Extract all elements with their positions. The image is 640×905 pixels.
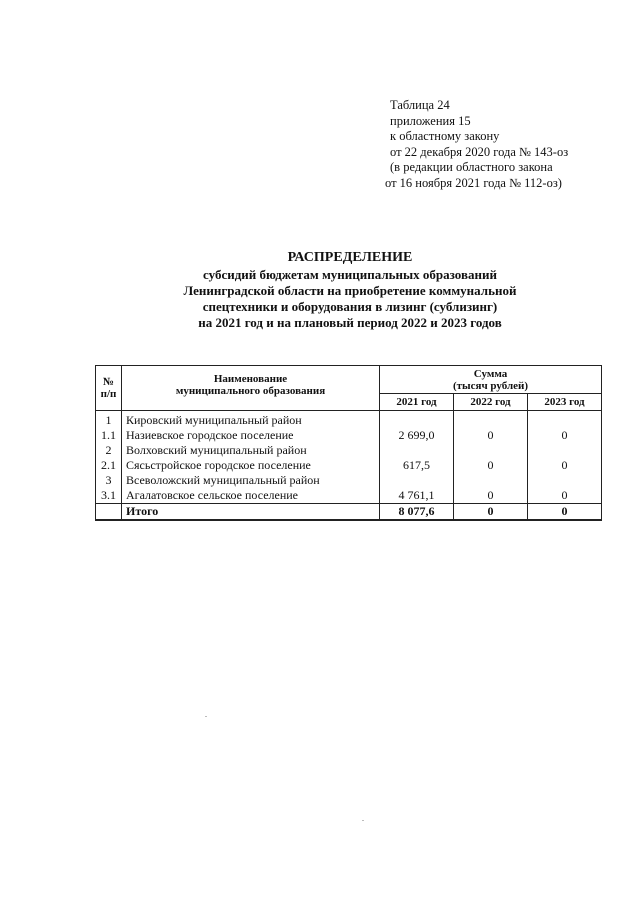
row-name: Агалатовское сельское поселение (122, 488, 380, 504)
row-value-2023: 0 (528, 458, 602, 473)
header-year-2021: 2021 год (380, 394, 454, 411)
scan-speck (205, 716, 207, 717)
appendix-reference (385, 98, 569, 191)
table-row (96, 473, 602, 488)
header-number: № п/п (96, 366, 122, 411)
table-row (96, 411, 602, 429)
row-number: 1 (96, 411, 122, 429)
appendix-line: Таблица 24 (390, 98, 450, 112)
header-year-2023: 2023 год (528, 394, 602, 411)
row-number: 2.1 (96, 458, 122, 473)
row-number: 2 (96, 443, 122, 458)
row-value-2022 (454, 411, 528, 429)
total-value-2021: 8 077,6 (380, 504, 454, 521)
row-value-2023: 0 (528, 488, 602, 504)
header-name: Наименование муниципального образования (122, 366, 380, 411)
header-year-2022: 2022 год (454, 394, 528, 411)
row-name: Волховский муниципальный район (122, 443, 380, 458)
appendix-line: (в редакции областного закона (390, 160, 553, 174)
total-label: Итого (122, 504, 380, 521)
document-title (90, 250, 610, 331)
table-row (96, 488, 602, 504)
table-row (96, 443, 602, 458)
title-line: на 2021 год и на плановый период 2022 и 2023 годов (198, 315, 502, 330)
row-value-2021: 4 761,1 (380, 488, 454, 504)
row-value-2021 (380, 473, 454, 488)
row-value-2022: 0 (454, 458, 528, 473)
appendix-line: к областному закону (390, 129, 500, 143)
row-value-2023 (528, 473, 602, 488)
appendix-line: приложения 15 (390, 113, 471, 128)
row-name: Кировский муниципальный район (122, 411, 380, 429)
total-row (96, 504, 602, 521)
row-name: Назиевское городское поселение (122, 428, 380, 443)
row-value-2022 (454, 473, 528, 488)
row-value-2022: 0 (454, 488, 528, 504)
total-number-cell (96, 504, 122, 521)
row-value-2022 (454, 443, 528, 458)
title-line: спецтехники и оборудования в лизинг (сублизинг) (202, 299, 498, 314)
table-header-row (96, 366, 602, 394)
header-sum: Сумма (тысяч рублей) (380, 366, 602, 394)
row-number: 1.1 (96, 428, 122, 443)
row-number: 3 (96, 473, 122, 488)
row-value-2021 (380, 443, 454, 458)
title-heading: РАСПРЕДЕЛЕНИЕ (287, 250, 413, 265)
row-name: Сясьстройское городское поселение (122, 458, 380, 473)
appendix-line: от 22 декабря 2020 года № 143-оз (390, 144, 569, 159)
table-row (96, 458, 602, 473)
scan-speck (362, 820, 364, 821)
row-value-2023 (528, 411, 602, 429)
row-name: Всеволожский муниципальный район (122, 473, 380, 488)
title-line: Ленинградской области на приобретение коммунальной (183, 283, 517, 298)
total-value-2023: 0 (528, 504, 602, 521)
row-value-2022: 0 (454, 428, 528, 443)
row-number: 3.1 (96, 488, 122, 504)
total-value-2022: 0 (454, 504, 528, 521)
row-value-2021: 617,5 (380, 458, 454, 473)
row-value-2023 (528, 443, 602, 458)
distribution-table (95, 365, 602, 521)
table-row (96, 428, 602, 443)
title-line: субсидий бюджетам муниципальных образований (203, 267, 497, 282)
row-value-2021 (380, 411, 454, 429)
appendix-line: от 16 ноября 2021 года № 112-оз) (385, 175, 562, 190)
row-value-2021: 2 699,0 (380, 428, 454, 443)
row-value-2023: 0 (528, 428, 602, 443)
